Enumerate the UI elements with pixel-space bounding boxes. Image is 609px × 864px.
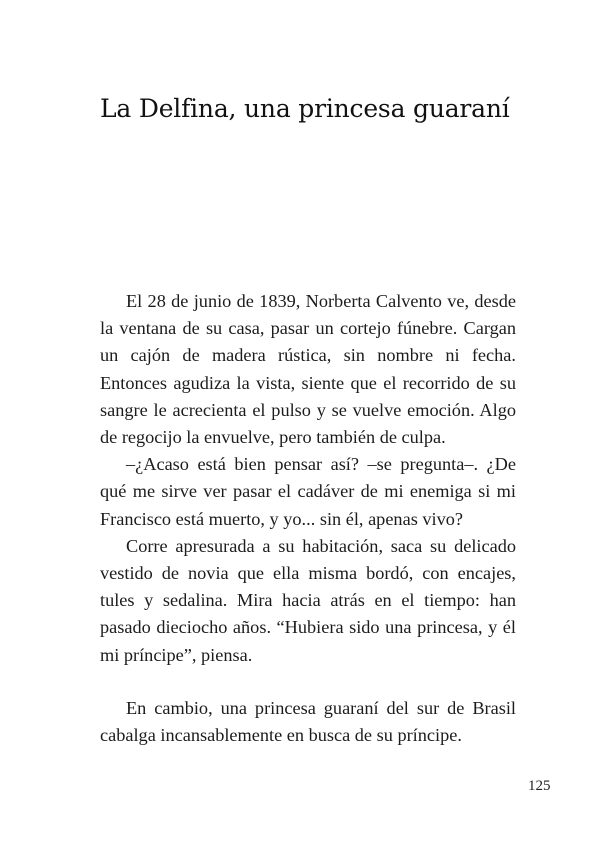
paragraph-2: –¿Acaso está bien pensar así? –se pregunta–. ¿De qué me sirve ver pasar el cadáver de mi enemiga si mi Francisco está muerto, y yo... sin él, apenas vivo? — [100, 454, 516, 529]
chapter-body — [100, 288, 516, 749]
page-number: 125 — [528, 778, 551, 794]
chapter-title: La Delfina, una princesa guaraní — [100, 94, 510, 123]
paragraph-1: El 28 de junio de 1839, Norberta Calvento ve, desde la ventana de su casa, pasar un cortejo fúnebre. Cargan un cajón de madera rústica, sin nombre ni fecha. Entonces agudiza la vista, siente que el recorrido de su sangre le acrecienta el pulso y se vuelve emoción. Algo de regocijo la envuelve, pero también de culpa. — [100, 291, 516, 448]
paragraph-3: Corre apresurada a su habitación, saca su delicado vestido de novia que ella misma bordó, con encajes, tules y sedalina. Mira hacia atrás en el tiempo: han pasado dieciocho años. “Hubiera sido una princesa, y él mi príncipe”, piensa. — [100, 535, 516, 665]
paragraph-4: En cambio, una princesa guaraní del sur de Brasil cabalga incansablemente en busca de su príncipe. — [100, 697, 516, 746]
